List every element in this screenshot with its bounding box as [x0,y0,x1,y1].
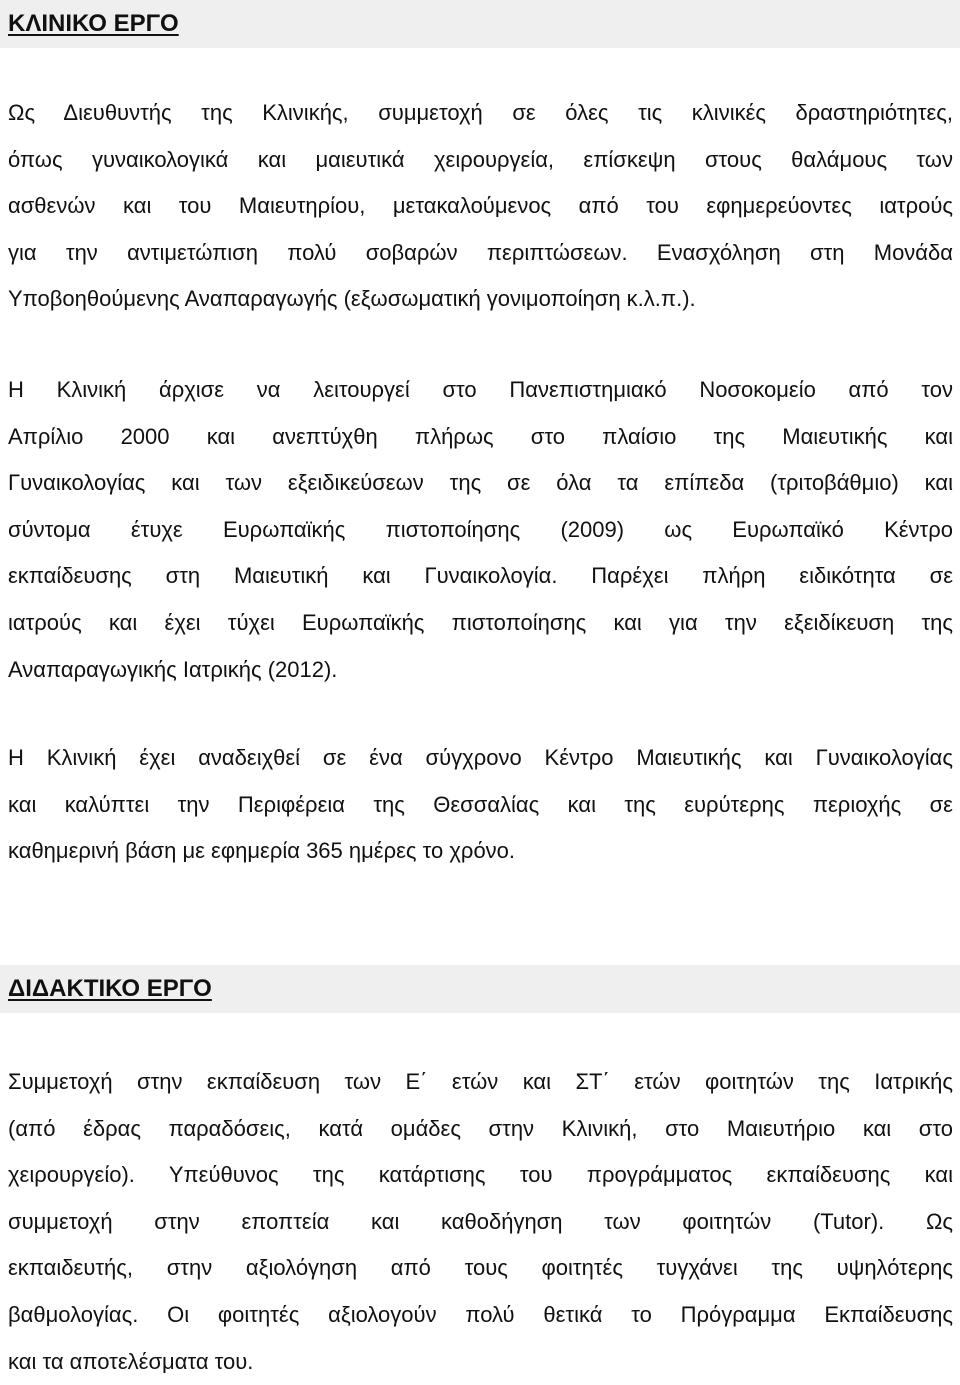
teaching-heading-band [0,965,960,1013]
text-line: και τα αποτελέσματα του. [8,1348,254,1374]
text-line: βαθμολογίας. Οι φοιτητές αξιολογούν πολύ θετικά το Πρόγραμμα Εκπαίδευσης [8,1301,953,1327]
text-line: όπως γυναικολογικά και μαιευτικά χειρουργεία, επίσκεψη στους θαλάμους των [8,146,953,172]
text-line: για την αντιμετώπιση πολύ σοβαρών περιπτώσεων. Ενασχόληση στη Μονάδα [8,239,953,265]
clinical-paragraph-1 [8,90,953,323]
text-line: χειρουργείο). Υπεύθυνος της κατάρτισης του προγράμματος εκπαίδευσης και [8,1162,953,1188]
clinical-section-heading: ΚΛΙΝΙΚΟ ΕΡΓΟ [8,10,179,37]
clinical-paragraph-2 [8,367,953,693]
text-line: εκπαίδευσης στη Μαιευτική και Γυναικολογία. Παρέχει πλήρη ειδικότητα σε [8,563,953,589]
text-line: Υποβοηθούμενης Αναπαραγωγής (εξωσωματική γονιμοποίηση κ.λ.π.). [8,286,696,312]
text-line: Απρίλιο 2000 και ανεπτύχθη πλήρως στο πλαίσιο της Μαιευτικής και [8,423,953,449]
text-line: καθημερινή βάση με εφημερία 365 ημέρες το χρόνο. [8,838,516,864]
text-line: Αναπαραγωγικής Ιατρικής (2012). [8,656,338,682]
text-line: συμμετοχή στην εποπτεία και καθοδήγηση των φοιτητών (Tutor). Ως [8,1208,953,1234]
text-line: (από έδρας παραδόσεις, κατά ομάδες στην Κλινική, στο Μαιευτήριο και στο [8,1115,953,1141]
text-line: Γυναικολογίας και των εξειδικεύσεων της σε όλα τα επίπεδα (τριτοβάθμιο) και [8,470,953,496]
text-line: και καλύπτει την Περιφέρεια της Θεσσαλίας και της ευρύτερης περιοχής σε [8,791,953,817]
text-line: εκπαιδευτής, στην αξιολόγηση από τους φοιτητές τυγχάνει της υψηλότερης [8,1255,953,1281]
text-line: Ως Διευθυντής της Κλινικής, συμμετοχή σε όλες τις κλινικές δραστηριότητες, [8,100,953,125]
clinical-paragraph-3 [8,735,953,875]
text-line: ασθενών και του Μαιευτηρίου, μετακαλούμενος από του εφημερεύοντες ιατρούς [8,193,953,219]
text-line: σύντομα έτυχε Ευρωπαϊκής πιστοποίησης (2009) ως Ευρωπαϊκό Κέντρο [8,516,953,542]
teaching-paragraph-1 [8,1059,953,1385]
teaching-section-heading: ΔΙΔΑΚΤΙΚΟ ΕΡΓΟ [8,975,212,1002]
text-line: Η Κλινική έχει αναδειχθεί σε ένα σύγχρονο Κέντρο Μαιευτικής και Γυναικολογίας [8,745,953,770]
clinical-heading-band [0,0,960,48]
text-line: ιατρούς και έχει τύχει Ευρωπαϊκής πιστοποίησης και για την εξειδίκευση της [8,609,953,635]
text-line: Συμμετοχή στην εκπαίδευση των Ε΄ ετών και ΣΤ΄ ετών φοιτητών της Ιατρικής [8,1069,953,1094]
text-line: Η Κλινική άρχισε να λειτουργεί στο Πανεπιστημιακό Νοσοκομείο από τον [8,377,953,402]
